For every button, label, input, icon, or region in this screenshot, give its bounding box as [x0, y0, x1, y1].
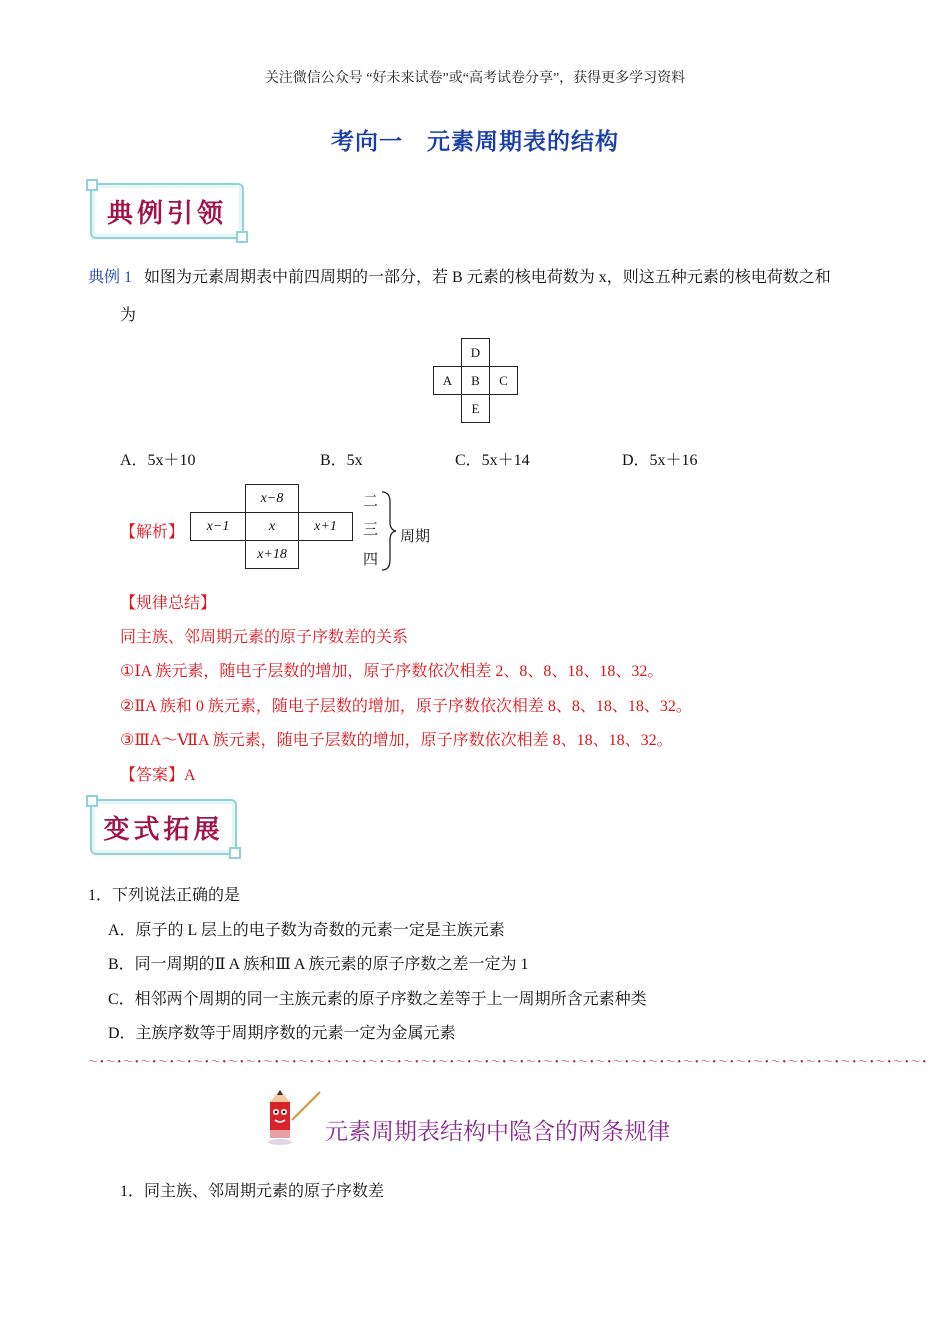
- question-stem: 1．下列说法正确的是: [88, 887, 241, 904]
- rule-item-1: 1．同主族、邻周期元素的原子序数差: [120, 1183, 385, 1200]
- option-b: B．5x: [320, 452, 363, 469]
- example-label: 典例 1: [88, 269, 133, 286]
- question-option-b: B．同一周期的Ⅱ A 族和Ⅲ A 族元素的原子序数之差一定为 1: [108, 956, 529, 973]
- page-title: 考向一 元素周期表的结构: [331, 129, 619, 155]
- banner-label: 变式拓展: [103, 814, 224, 845]
- period-label: 周期: [400, 529, 431, 545]
- period-3: 三: [363, 522, 379, 538]
- summary-item-3: ③ⅢA～ⅦA 族元素，随电子层数的增加，原子序数依次相差 8、18、18、32。: [120, 732, 673, 749]
- example-line1: [88, 268, 831, 288]
- summary-heading: 同主族、邻周期元素的原子序数差的关系: [120, 629, 409, 646]
- period-brace: [378, 490, 398, 572]
- period-4: 四: [363, 552, 379, 568]
- grid-cell-bottom: E: [461, 394, 490, 423]
- pencil-mascot-icon: [262, 1088, 324, 1148]
- option-a: A．5x＋10: [120, 452, 196, 469]
- period-2: 二: [363, 494, 379, 510]
- grid-cell-right: C: [489, 366, 518, 395]
- analysis-cell-top: x−8: [245, 484, 299, 513]
- banner-typical-examples: [90, 183, 244, 239]
- option-c: C．5x＋14: [455, 452, 530, 469]
- analysis-label: 【解析】: [120, 524, 185, 541]
- example-text: 如图为元素周期表中前四周期的一部分，若 B 元素的核电荷数为 x，则这五种元素的核电荷数之和: [144, 269, 831, 286]
- grid-cell-center: B: [461, 366, 490, 395]
- rule-heading: 元素周期表结构中隐含的两条规律: [325, 1119, 670, 1145]
- question-option-c: C．相邻两个周期的同一主族元素的原子序数之差等于上一周期所含元素种类: [108, 991, 647, 1008]
- analysis-cell-bottom: x+18: [245, 540, 299, 569]
- analysis-cell-right: x+1: [298, 512, 353, 541]
- grid-cell-top: D: [461, 338, 490, 367]
- question-option-a: A．原子的 L 层上的电子数为奇数的元素一定是主族元素: [108, 922, 505, 939]
- answer: 【答案】A: [120, 767, 196, 784]
- summary-item-2: ②ⅡA 族和 0 族元素，随电子层数的增加，原子序数依次相差 8、8、18、18、32。: [120, 698, 692, 715]
- summary-label: 【规律总结】: [120, 595, 217, 612]
- top-note: 关注微信公众号 “好未来试卷”或“高考试卷分享”，获得更多学习资料: [264, 71, 686, 86]
- analysis-cell-center: x: [245, 512, 299, 541]
- option-d: D．5x＋16: [622, 452, 698, 469]
- banner-label: 典例引领: [106, 198, 227, 229]
- example-line2: 为: [120, 307, 137, 324]
- question-option-d: D．主族序数等于周期序数的元素一定为金属元素: [108, 1025, 456, 1042]
- banner-variations: [90, 799, 237, 855]
- summary-item-1: ①ⅠA 族元素，随电子层数的增加，原子序数依次相差 2、8、8、18、18、32。: [120, 663, 664, 680]
- grid-cell-left: A: [433, 366, 462, 395]
- analysis-cell-left: x−1: [190, 512, 246, 541]
- dotted-divider: ～•～•～•～•～•～•～•～•～•～•～•～•～•～•～•～•～•～•～•～•～•～•～•～•～•～•～•～•～•～•～•～•～•～•～•～•～•～•～•～•～•～•～•～•～•～•～•～•: [88, 1057, 929, 1068]
